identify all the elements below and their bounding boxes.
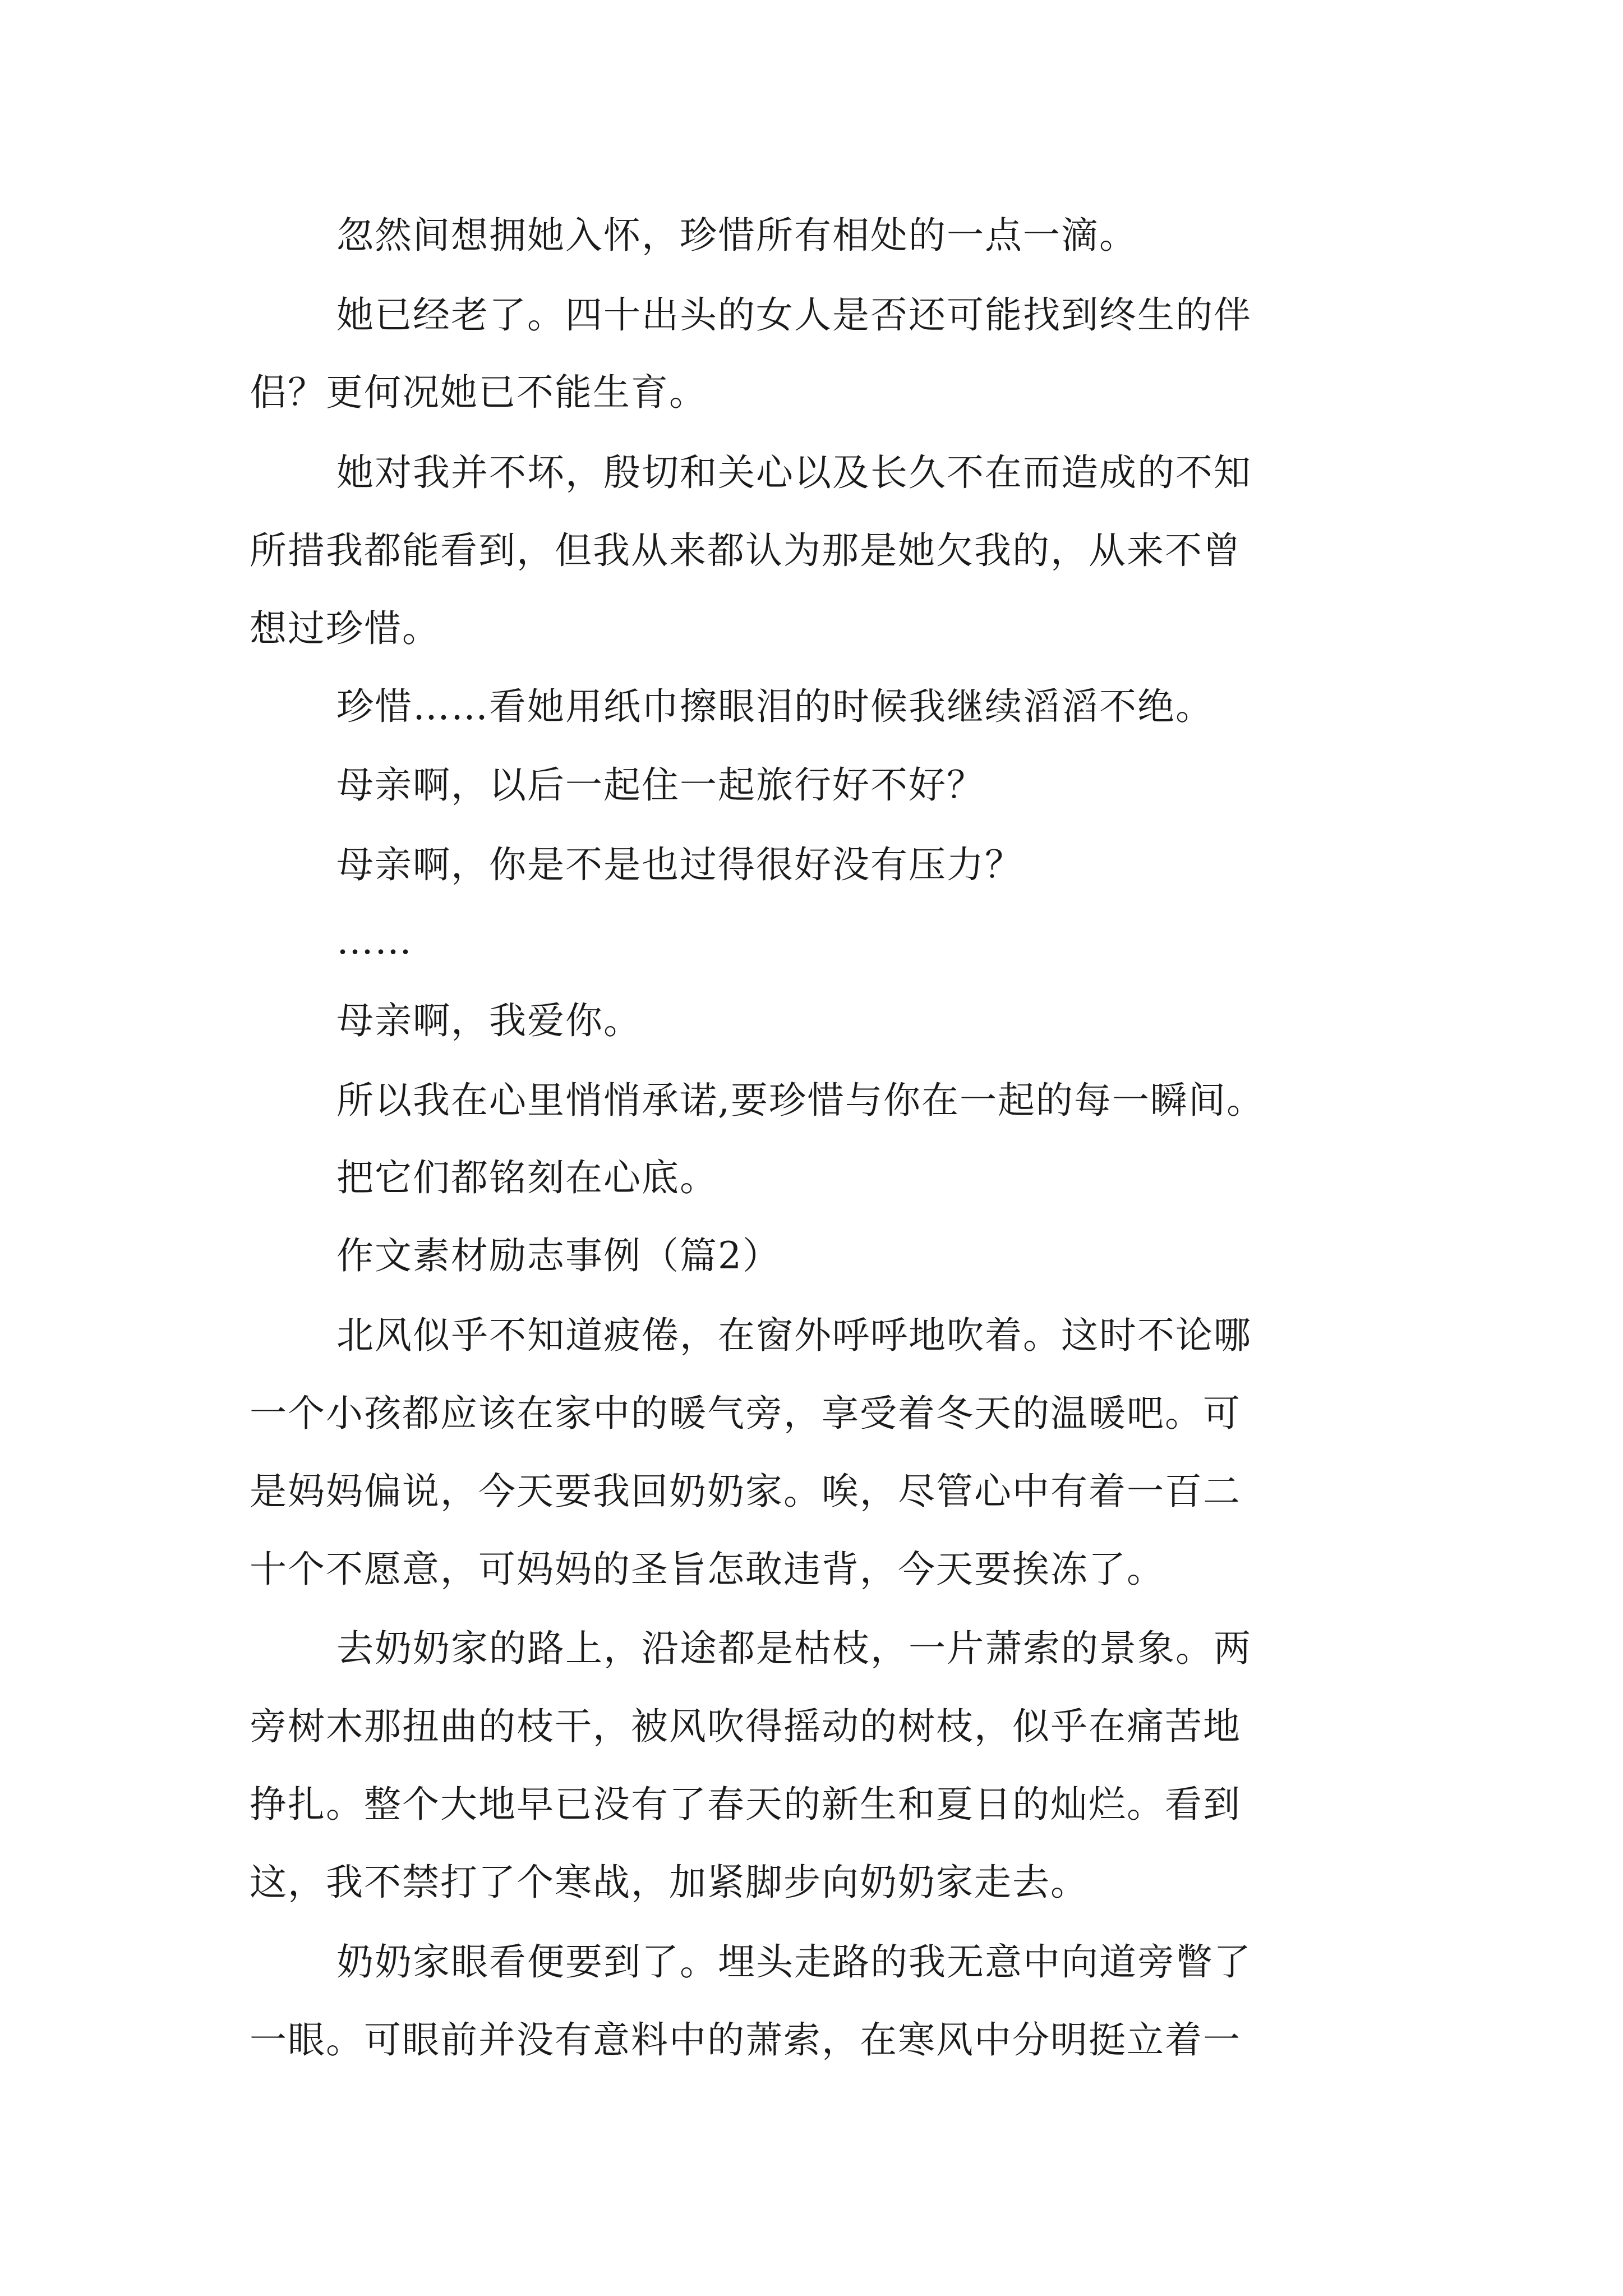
text-line: 把它们都铭刻在心底。 <box>336 1156 718 1199</box>
text-line: 奶奶家眼看便要到了。埋头走路的我无意中向道旁瞥了 <box>336 1940 1252 1984</box>
section-heading: 作文素材励志事例（篇2） <box>336 1234 781 1277</box>
text-line: 母亲啊，以后一起住一起旅行好不好？ <box>336 763 985 807</box>
text-line: 她已经老了。四十出头的女人是否还可能找到终生的伴 <box>336 293 1252 337</box>
text-line: …… <box>336 919 413 963</box>
text-line: 挣扎。整个大地早已没有了春天的新生和夏日的灿烂。看到 <box>250 1783 1241 1826</box>
text-line: 母亲啊，我爱你。 <box>336 999 642 1042</box>
text-line: 母亲啊，你是不是也过得很好没有压力？ <box>336 843 1023 886</box>
text-line: 忽然间想拥她入怀，珍惜所有相处的一点一滴。 <box>336 214 1137 257</box>
text-line: 这，我不禁打了个寒战，加紧脚步向奶奶家走去。 <box>250 1861 1089 1904</box>
text-line: 一个小孩都应该在家中的暖气旁，享受着冬天的温暖吧。可 <box>250 1392 1241 1435</box>
text-line: 去奶奶家的路上，沿途都是枯枝，一片萧索的景象。两 <box>336 1627 1252 1670</box>
text-line: 想过珍惜。 <box>250 607 440 650</box>
text-line: 侣？更何况她已不能生育。 <box>250 371 707 414</box>
text-line: 是妈妈偏说，今天要我回奶奶家。唉，尽管心中有着一百二 <box>250 1470 1241 1513</box>
text-line: 她对我并不坏，殷切和关心以及长久不在而造成的不知 <box>336 451 1252 494</box>
text-line: 所措我都能看到，但我从来都认为那是她欠我的，从来不曾 <box>250 529 1241 572</box>
text-line: 一眼。可眼前并没有意料中的萧索，在寒风中分明挺立着一 <box>250 2018 1241 2062</box>
text-line: 北风似乎不知道疲倦，在窗外呼呼地吹着。这时不论哪 <box>336 1314 1252 1357</box>
text-line: 旁树木那扭曲的枝干，被风吹得摇动的树枝，似乎在痛苦地 <box>250 1705 1241 1748</box>
text-line: 所以我在心里悄悄承诺,要珍惜与你在一起的每一瞬间。 <box>336 1079 1265 1122</box>
text-line: 十个不愿意，可妈妈的圣旨怎敢违背，今天要挨冻了。 <box>250 1548 1165 1591</box>
text-line: 珍惜……看她用纸巾擦眼泪的时候我继续滔滔不绝。 <box>336 685 1214 728</box>
